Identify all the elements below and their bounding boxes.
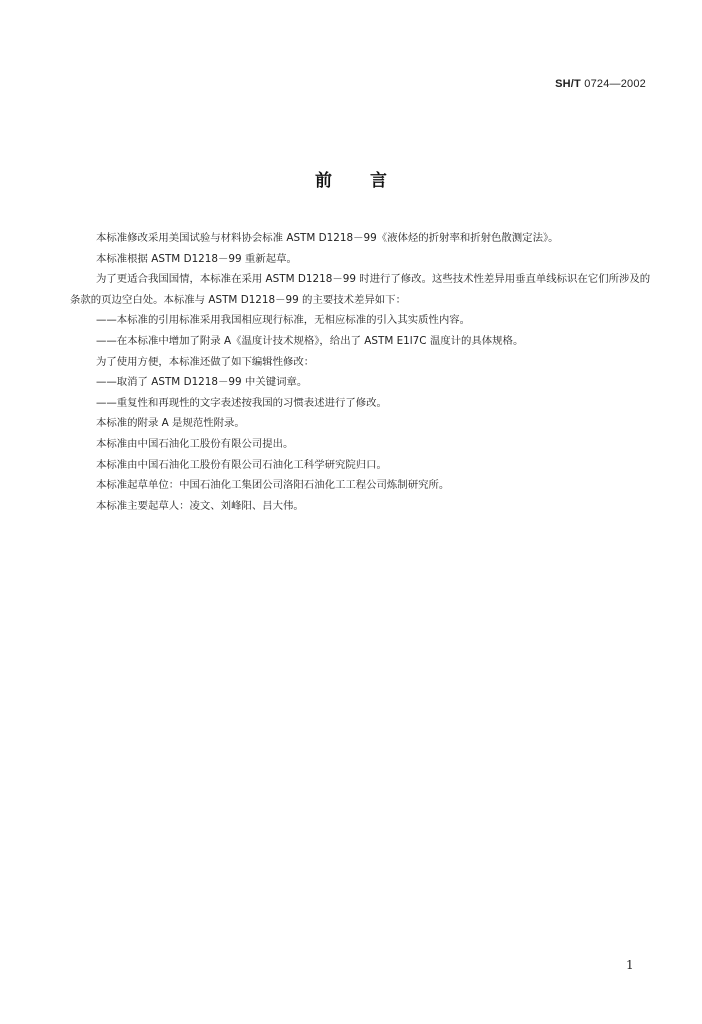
paragraph-6: 为了使用方便，本标准还做了如下编辑性修改： [96,355,315,368]
paragraph-7: ——取消了 ASTM D1218－99 中关键词章。 [96,376,308,389]
paragraph-11: 本标准由中国石油化工股份有限公司石油化工科学研究院归口。 [96,458,387,471]
page-title: 前言 [315,171,425,191]
standard-code [555,78,646,90]
standard-code-number: 0724—2002 [584,78,646,90]
paragraph-13: 本标准主要起草人：凌文、刘峰阳、吕大伟。 [96,499,304,512]
paragraph-8: ——重复性和再现性的文字表述按我国的习惯表述进行了修改。 [96,396,387,409]
paragraph-9: 本标准的附录 A 是规范性附录。 [96,417,245,430]
page-number: 1 [626,958,634,972]
paragraph-3: 为了更适合我国国情，本标准在采用 ASTM D1218－99 时进行了修改。这些技术性差异用垂直单线标识在它们所涉及的条款的页边空白处。本标准与 ASTM D1218－99 的主要技术差异如下： [70,273,651,306]
paragraph-1: 本标准修改采用美国试验与材料协会标准 ASTM D1218－99《液体烃的折射率和折射色散测定法》。 [96,232,559,244]
foreword-body [70,228,655,516]
paragraph-2: 本标准根据 ASTM D1218－99 重新起草。 [96,252,297,265]
paragraph-12: 本标准起草单位：中国石油化工集团公司洛阳石油化工工程公司炼制研究所。 [96,479,450,492]
paragraph-10: 本标准由中国石油化工股份有限公司提出。 [96,437,294,450]
standard-code-prefix: SH/T [555,78,581,90]
paragraph-5: ——在本标准中增加了附录 A《温度计技术规格》，给出了 ASTM E1l7C 温度计的具体规格。 [96,334,524,347]
paragraph-4: ——本标准的引用标准采用我国相应现行标准，无相应标准的引入其实质性内容。 [96,314,471,327]
